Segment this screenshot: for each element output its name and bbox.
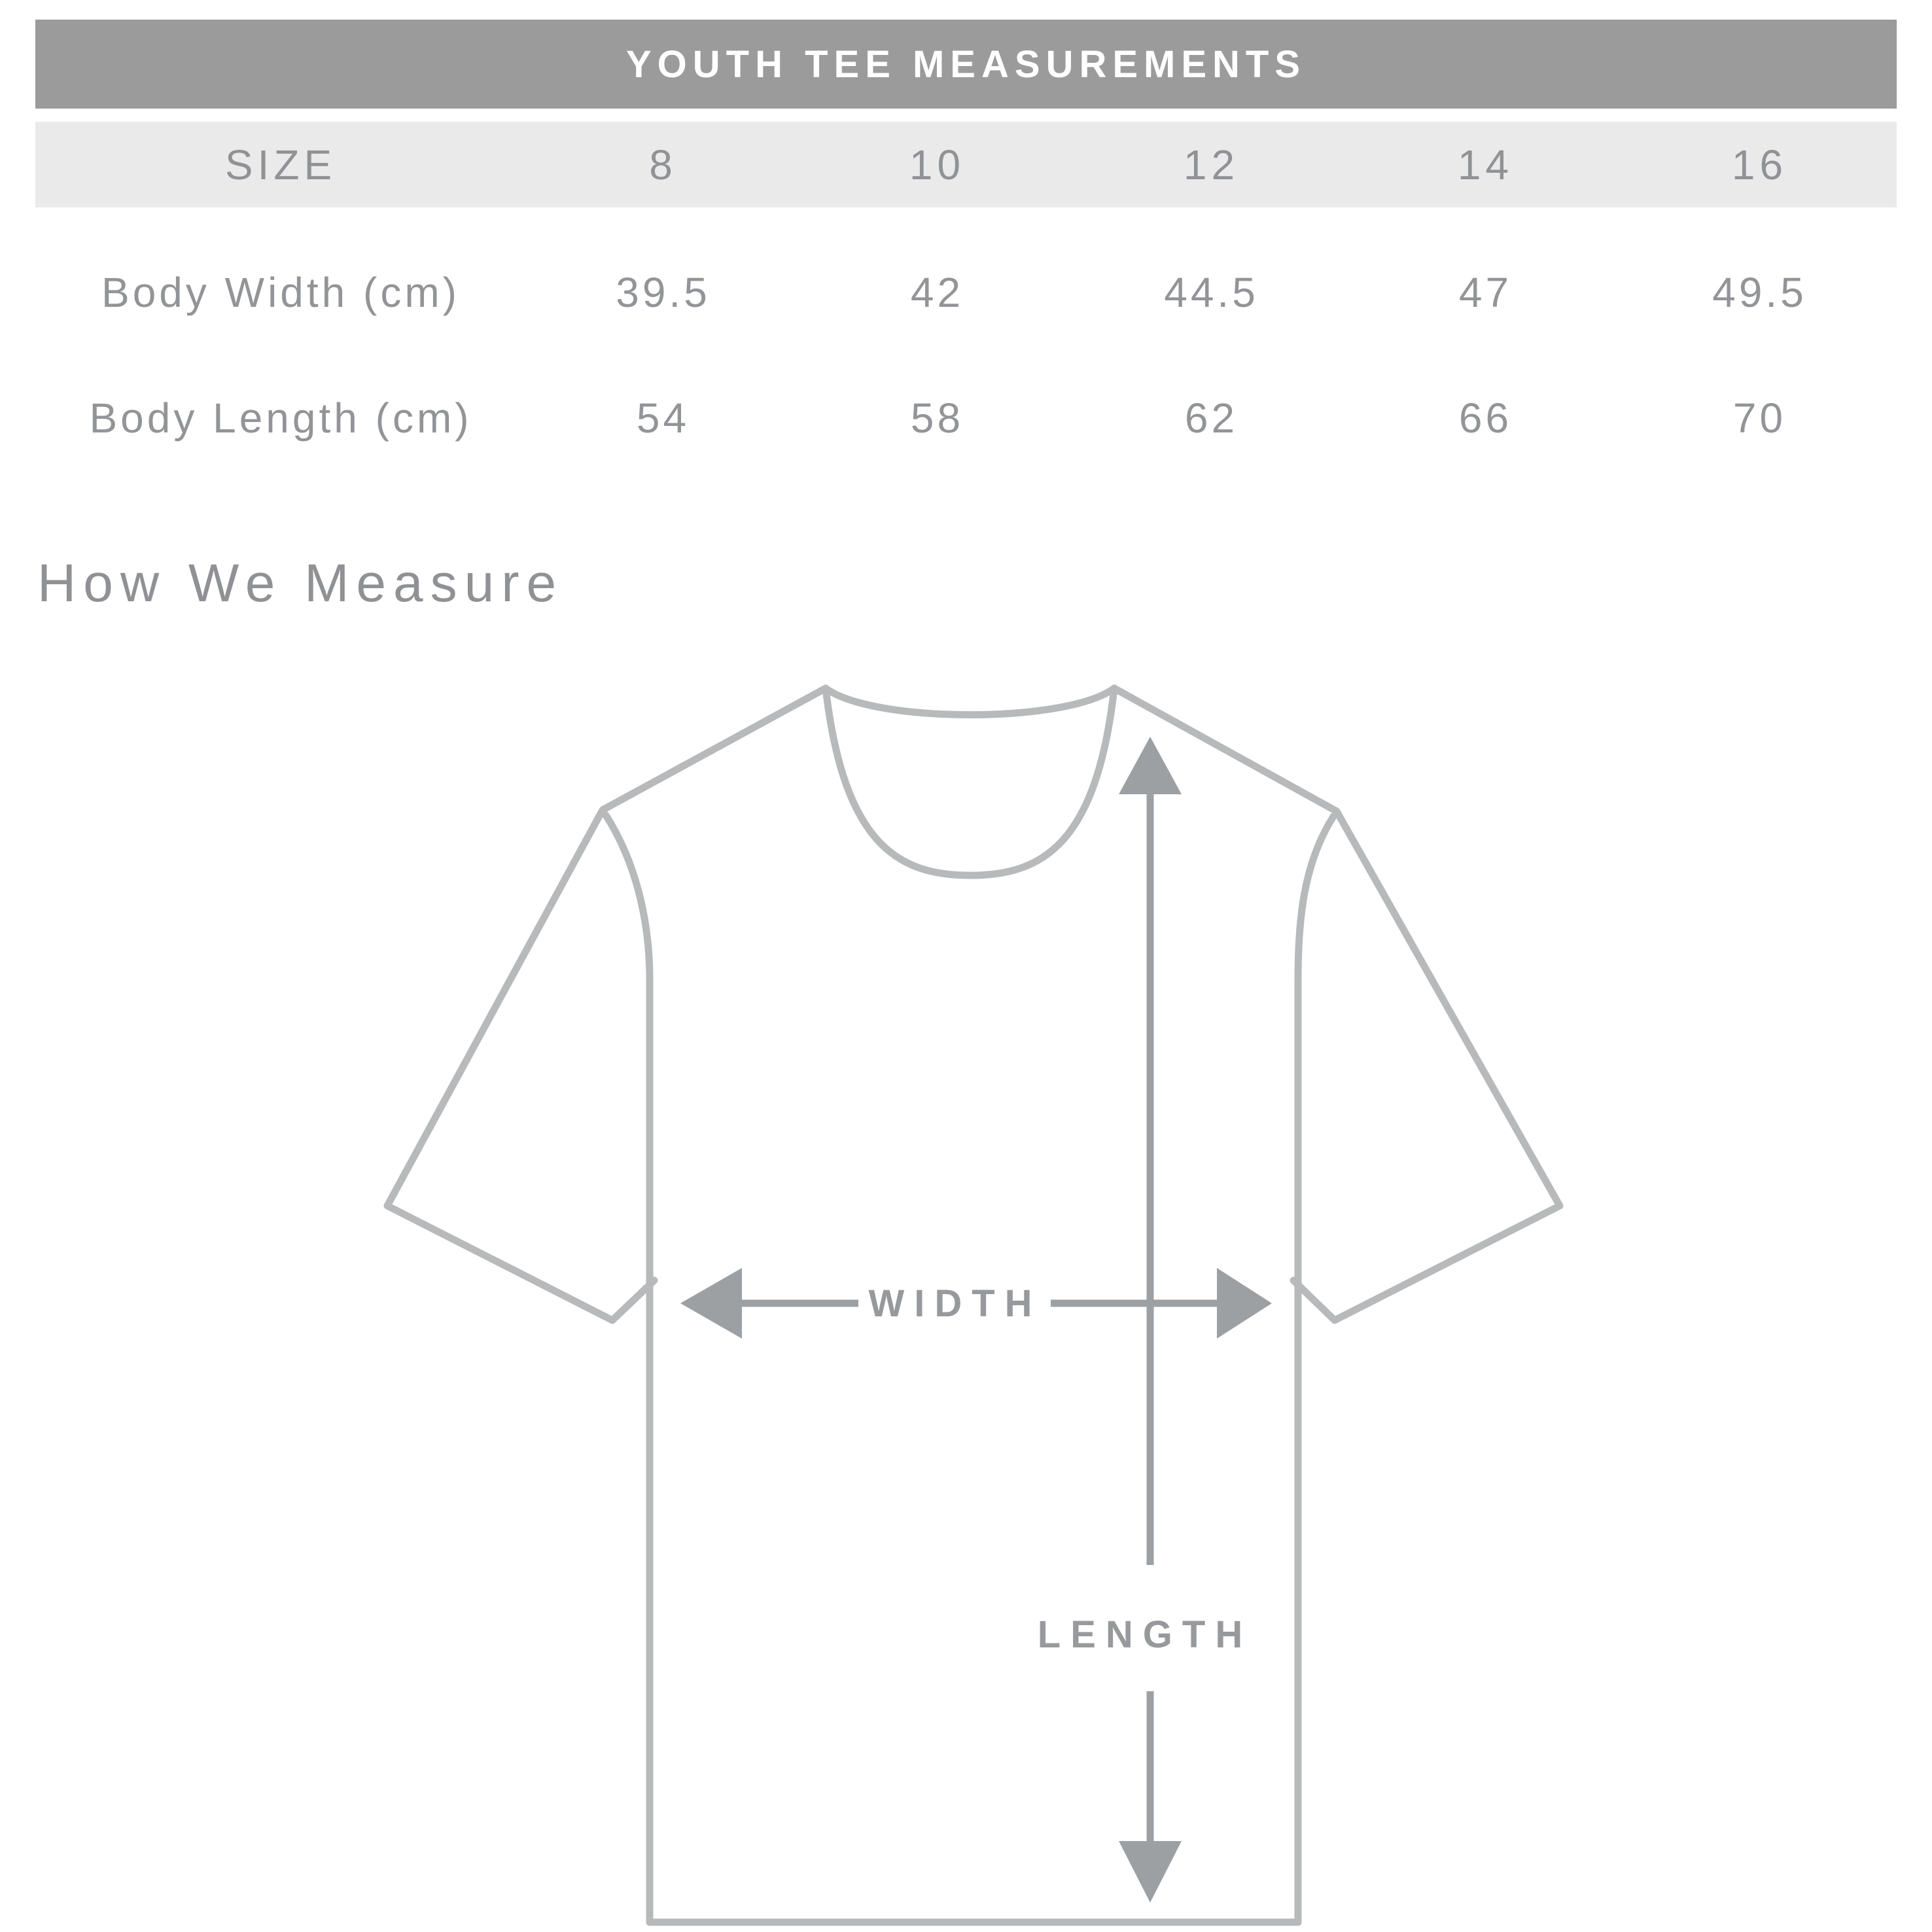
size-col-12: 12: [1183, 141, 1240, 188]
body-length-10: 58: [910, 395, 964, 442]
table-title: YOUTH TEE MEASUREMENTS: [625, 43, 1307, 86]
size-header-label: SIZE: [224, 141, 337, 188]
how-we-measure-heading: How We Measure: [37, 553, 564, 613]
arrow-right-icon: [1217, 1268, 1272, 1339]
body-length-12: 62: [1184, 395, 1238, 442]
right-armhole-side-seam: [1298, 817, 1333, 1922]
body-width-10: 42: [910, 269, 964, 316]
arrow-down-icon: [1119, 1841, 1182, 1903]
size-col-16: 16: [1731, 141, 1788, 188]
arrow-up-icon: [1119, 737, 1182, 794]
length-label: LENGTH: [1037, 1613, 1253, 1656]
size-col-10: 10: [909, 141, 966, 188]
width-label: WIDTH: [868, 1282, 1042, 1325]
collar-outer-curve: [826, 688, 1114, 715]
right-shoulder-sleeve: [1114, 688, 1560, 1320]
length-arrow: [1119, 737, 1182, 1903]
body-length-8: 54: [636, 395, 690, 442]
size-col-8: 8: [649, 141, 677, 188]
body-width-14: 47: [1458, 269, 1513, 316]
body-width-12: 44.5: [1164, 269, 1259, 316]
body-width-8: 39.5: [616, 269, 711, 316]
body-length-14: 66: [1458, 395, 1513, 442]
body-length-16: 70: [1732, 395, 1787, 442]
arrow-left-icon: [680, 1268, 742, 1339]
row-label: Body Width (cm): [101, 269, 460, 316]
left-armhole-side-seam: [606, 815, 650, 1922]
body-width-16: 49.5: [1712, 269, 1807, 316]
size-col-14: 14: [1457, 141, 1514, 188]
row-label: Body Length (cm): [89, 395, 472, 442]
left-shoulder-sleeve: [387, 688, 826, 1320]
